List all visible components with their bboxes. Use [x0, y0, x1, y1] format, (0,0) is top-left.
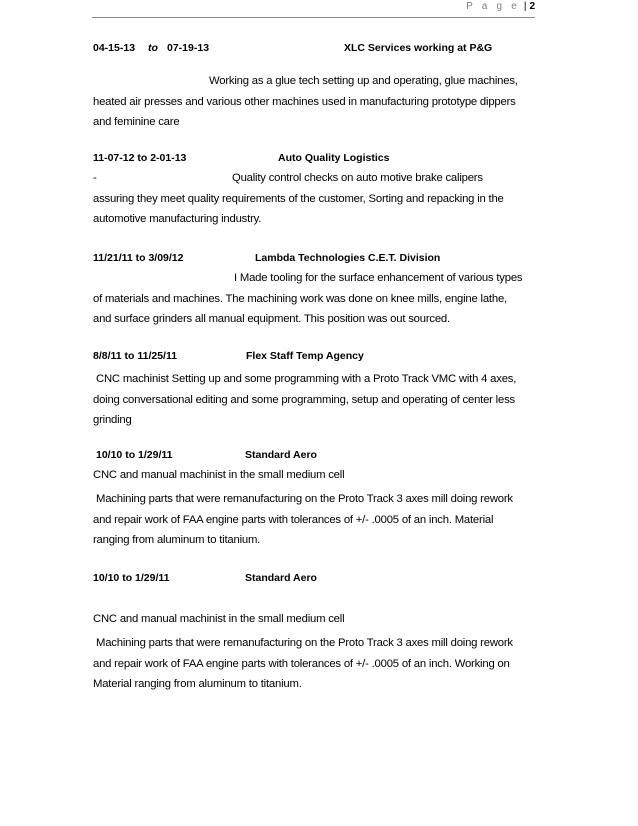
entry-dates: 8/8/11 to 11/25/11 — [93, 350, 178, 362]
page-number: 2 — [529, 1, 535, 12]
entry-subtitle-standard-aero-2 — [93, 609, 545, 630]
entry-dates: 10/10 to 1/29/11 — [96, 449, 173, 461]
entry-description-standard-aero-2 — [93, 633, 545, 695]
entry-employer: XLC Services working at P&G — [344, 42, 493, 54]
page-label: P a g e — [466, 1, 521, 12]
description-line: doing conversational editing and some programming, setup and operating of center less — [93, 393, 515, 406]
page-separator: | — [523, 1, 527, 12]
description-line: and repair work of FAA engine parts with tolerances of +/- .0005 of an inch. Working on — [93, 657, 510, 670]
entry-subtitle: CNC and manual machinist in the small medium cell — [93, 613, 345, 625]
description-line: and feminine care — [93, 116, 180, 128]
description-text: Quality control checks on auto motive brake calipers — [232, 172, 483, 184]
entry-dates: 10/10 to 1/29/11 — [93, 572, 170, 584]
entry-description-flex-staff — [93, 369, 545, 431]
entry-subtitle-standard-aero — [93, 465, 545, 486]
entry-employer: Lambda Technologies C.E.T. Division — [255, 252, 441, 264]
description-line: automotive manufacturing industry. — [93, 213, 262, 225]
entry-date-end: 07-19-13 — [167, 42, 210, 54]
description-line: I Made tooling for the surface enhancement of various types — [234, 272, 523, 284]
entry-dates: 11/21/11 to 3/09/12 — [93, 252, 184, 264]
description-line: heated air presses and various other machines used in manufacturing prototype dippers — [93, 95, 516, 108]
entry-employer: Flex Staff Temp Agency — [246, 350, 364, 362]
description-line: Machining parts that were remanufacturing on the Proto Track 3 axes mill doing rework — [96, 493, 513, 505]
entry-description-xlc — [93, 71, 545, 133]
description-line: and repair work of FAA engine parts with tolerances of +/- .0005 of an inch. Material — [93, 513, 494, 526]
entry-employer: Standard Aero — [245, 572, 317, 584]
description-line: Material ranging from aluminum to titanium. — [93, 678, 302, 690]
entry-dates: 11-07-12 to 2-01-13 — [93, 152, 187, 164]
description-line: Working as a glue tech setting up and operating, glue machines, — [209, 75, 518, 87]
description-line: grinding — [93, 414, 132, 426]
leading-dash: - — [93, 172, 97, 184]
description-line: assuring they meet quality requirements of the customer, Sorting and repacking in the — [93, 192, 504, 205]
entry-employer: Auto Quality Logistics — [278, 152, 390, 164]
description-line: CNC machinist Setting up and some programming with a Proto Track VMC with 4 axes, — [96, 373, 517, 385]
description-line: of materials and machines. The machining work was done on knee mills, engine lathe, — [93, 292, 507, 305]
entry-employer: Standard Aero — [245, 449, 317, 461]
entry-description-auto-quality — [93, 168, 545, 230]
description-line: ranging from aluminum to titanium. — [93, 534, 261, 546]
description-line — [93, 168, 545, 189]
entry-description-lambda — [93, 268, 545, 330]
description-line: Machining parts that were remanufacturing on the Proto Track 3 axes mill doing rework — [96, 637, 513, 649]
entry-date-to: to — [148, 42, 158, 54]
entry-subtitle: CNC and manual machinist in the small medium cell — [93, 469, 345, 481]
entry-date-start: 04-15-13 — [93, 42, 136, 54]
description-line: and surface grinders all manual equipment. This position was out sourced. — [93, 313, 450, 325]
page-header — [92, 0, 535, 18]
entry-description-standard-aero — [93, 489, 545, 551]
